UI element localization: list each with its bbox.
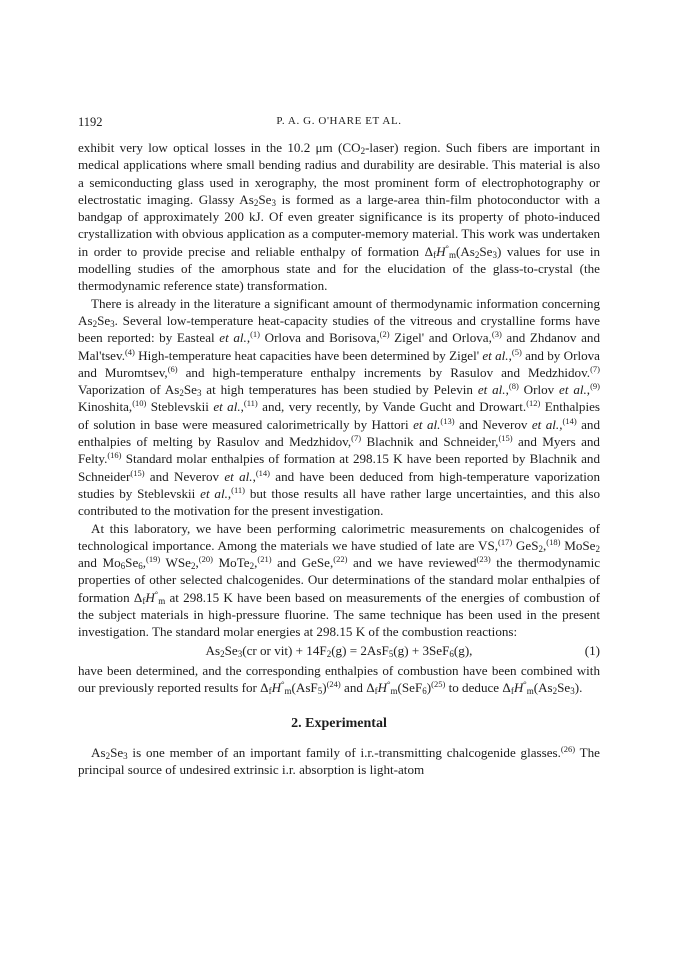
paragraph-3: At this laboratory, we have been performing calorimetric measurements on chalcogenides of technological importance. Among the materials we have studied of late are VS,$^{(17)}$ GeS$_2$,$^{(18)}$ MoSe$_2$ and $Mo_6Se_6,^{(19)}$ WSe$_2$,$^{(20)}$ MoTe$_2$,$^{(21)}$ and GeSe,$^{(22)}$ and we have reviewed$^{(23)}$ the thermodynamic properties of other selected chalcogenides. Our determinations of the standard molar enthalpies of formation $\Delta_fH^\circ_m$ at 298.15 K have been based on measurements of the energies of combustion of the subject materials in high-pressure fluorine. The same technique has been used in the present investigation. The standard molar energies at 298.15 K of the combustion reactions:	[78, 520, 601, 640]
equation-number: (1)	[584, 642, 600, 658]
equation-1	[78, 642, 600, 662]
equation-text: $As_2Se_3(cr$ or $vit) + 14F_2(g) = 2AsF_5(g) + 3SeF_6(g)$,	[205, 642, 473, 659]
paragraph-4: have been determined, and the corresponding enthalpies of combustion have been combined with our previously reported results for $\Delta_fH^\circ_m(AsF_5)^{(24)}$ and $\Delta_fH^\circ_m(SeF_6)^{(25)}$ to deduce $\Delta_fH^\circ_m(As_2Se_3)$.	[78, 662, 600, 696]
article-body	[78, 139, 600, 778]
section-heading: 2. Experimental	[291, 716, 387, 732]
paragraph-2: There is already in the literature a significant amount of thermodynamic information concerning $As_2Se_3$. Several low-temperature heat-capacity studies of the vitreous and crystalline forms have been reported: by Easteal et al.,$^{(1)}$ Orlova and Borisova,$^{(2)}$ Zigel' and Orlova,$^{(3)}$ and Zhdanov and Mal'tsev.$^{(4)}$ High-temperature heat capacities have been determined by Zigel' et al.,$^{(5)}$ and by Orlova and Muromtsev,$^{(6)}$ and high-temperature enthalpy increments by Rasulov and Medzhidov.$^{(7)}$ Vaporization of $As_2Se_3$ at high temperatures has been studied by Pelevin et al.,$^{(8)}$ Orlov et al.,$^{(9)}$ Kinoshita,$^{(10)}$ Steblevskii et al.,$^{(11)}$ and, very recently, by Vande Gucht and Drowart.$^{(12)}$ Enthalpies of solution in base were measured calorimetrically by Hattori et al.$^{(13)}$ and Neverov et al.,$^{(14)}$ and enthalpies of melting by Rasulov and Medzhidov,$^{(7)}$ Blachnik and Schneider,$^{(15)}$ and Myers and Felty.$^{(16)}$ Standard molar enthalpies of formation at 298.15 K have been reported by Blachnik and Schneider$^{(15)}$ and Neverov et al.,$^{(14)}$ and have been deduced from high-temperature vaporization studies by Steblevskii et al.,$^{(11)}$ but those results all have rather large uncertainties, and this also contributed to the motivation for the present investigation.	[78, 295, 601, 519]
page-header	[78, 115, 600, 133]
running-head: P. A. G. O'HARE ET AL.	[276, 115, 402, 127]
paragraph-5: $As_2Se_3$ is one member of an important family of i.r.-transmitting chalcogenide glasses.$^{(26)}$ The principal source of undesired extrinsic i.r. absorption is light-atom	[78, 743, 600, 777]
page-number: 1192	[78, 115, 103, 129]
paragraph-1: exhibit very low optical losses in the 10.2 μm $(CO_2-laser)$ region. Such fibers are important in medical applications where small bending radius and durability are desirable. This material is also a semiconducting glass used in xerography, the most prominent form of electrophotography or electrostatic imaging. Glassy $As_2Se_3$ is formed as a large-area thin-film photoconductor with a bandgap of approximately 200 kJ. Of even greater significance is its property of photo-induced crystallization with obvious application as a computer-memory material. This work was undertaken in order to provide precise and reliable enthalpy of formation $\Delta_fH^\circ_m(As_2Se_3)$ values for use in modelling studies of the amorphous state and for the elucidation of the glass-to-crystal (the thermodynamic reference state) transformation.	[78, 140, 601, 294]
